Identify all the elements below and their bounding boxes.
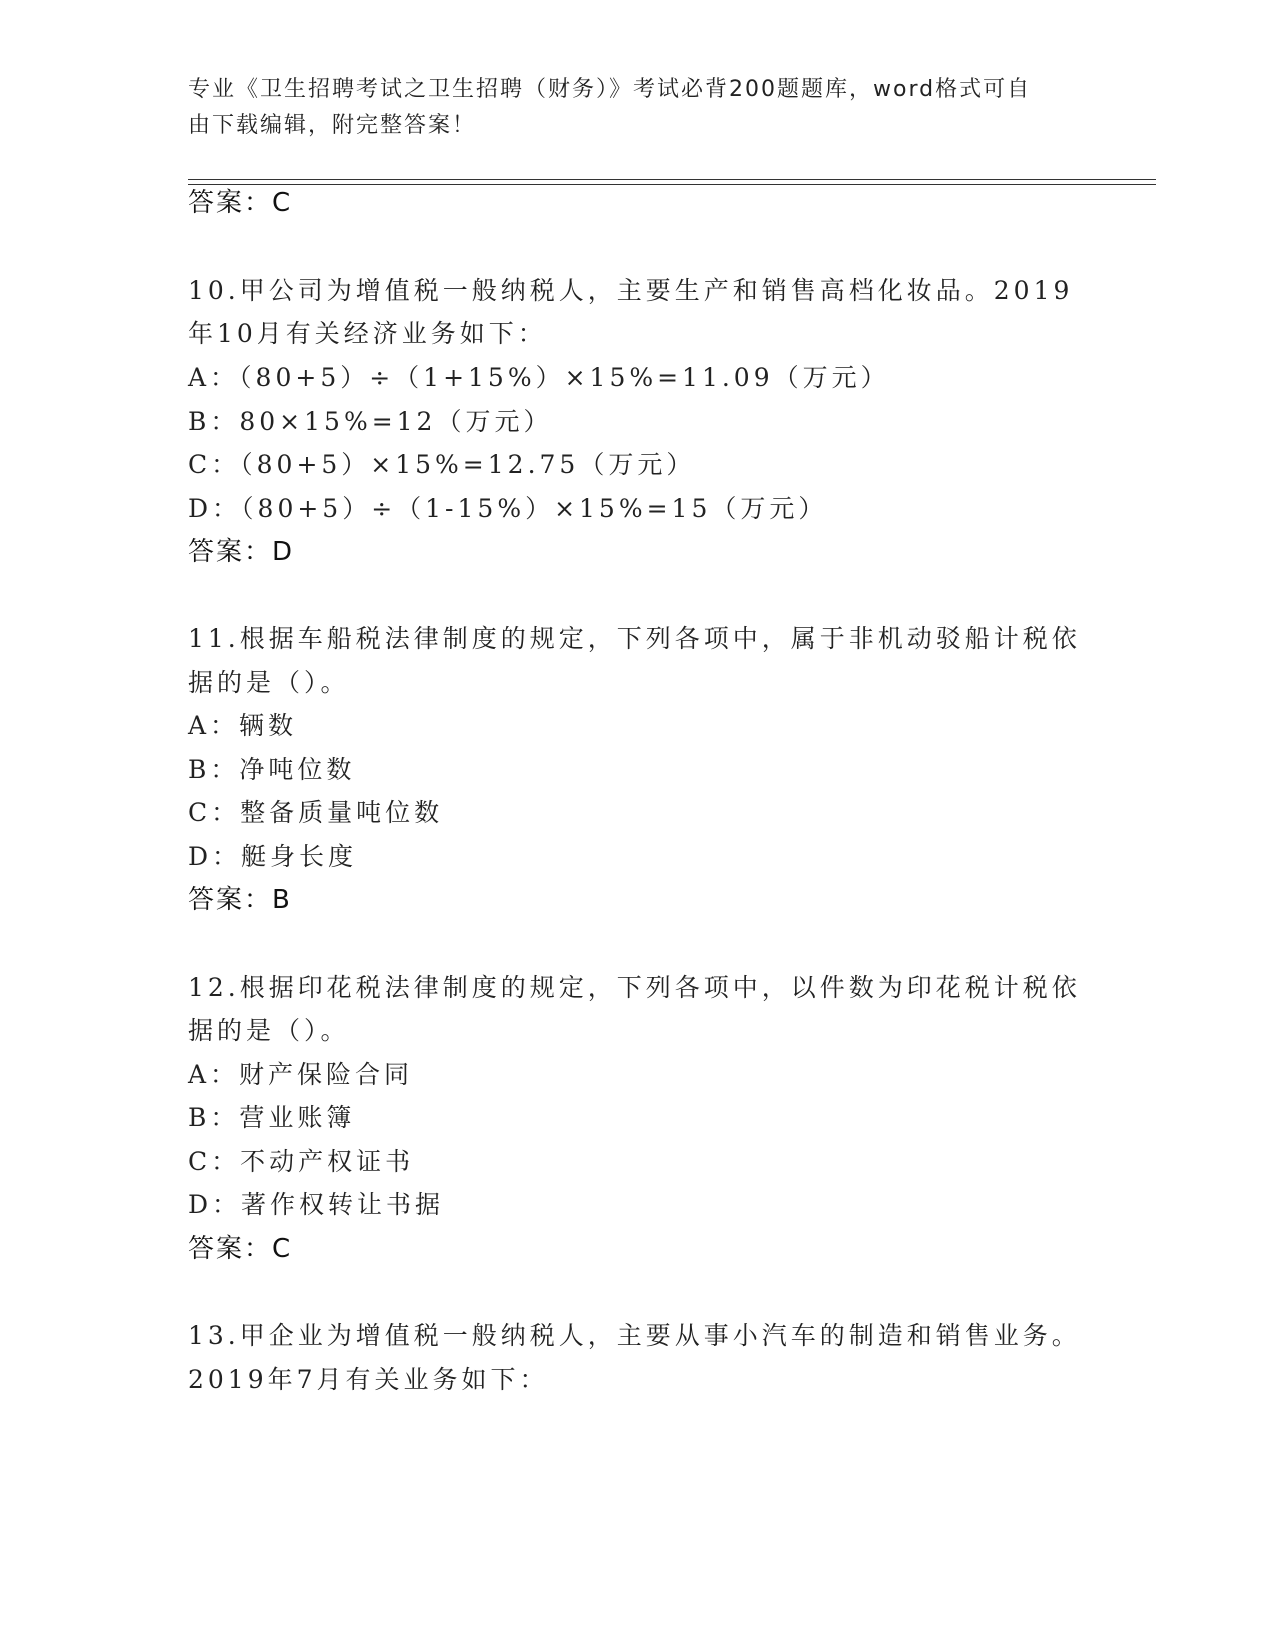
answer-line: 答案：C [188,188,293,218]
answer-line: 答案：B [188,885,292,915]
option-c: C：整备质量吨位数 [188,798,444,827]
question-stem: 10.甲公司为增值税一般纳税人，主要生产和销售高档化妆品。2019 [188,276,1074,305]
header-line-1: 专业《卫生招聘考试之卫生招聘（财务）》考试必背200题题库，word格式可自 [188,77,1032,102]
option-d: D：著作权转让书据 [188,1190,445,1219]
option-a: A：（80+5）÷（1+15%）×15%=11.09（万元） [188,363,890,392]
document-header [188,72,1068,144]
answer-line: 答案：D [188,537,295,567]
header-line-2: 由下载编辑，附完整答案！ [188,113,477,138]
question-stem: 据的是（）。 [188,1016,350,1045]
option-a: A：财产保险合同 [188,1060,414,1089]
option-d: D：艇身长度 [188,842,358,871]
option-b: B：80×15%=12（万元） [188,407,553,436]
option-c: C：（80+5）×15%=12.75（万元） [188,450,696,479]
option-b: B：净吨位数 [188,755,356,784]
header-rule-top [188,179,1156,180]
question-stem: 11.根据车船税法律制度的规定，下列各项中，属于非机动驳船计税依 [188,624,1081,653]
option-c: C：不动产权证书 [188,1147,415,1176]
question-stem: 2019年7月有关业务如下： [188,1365,549,1394]
question-stem: 年10月有关经济业务如下： [188,319,547,348]
option-d: D：（80+5）÷（1-15%）×15%=15（万元） [188,494,828,523]
question-stem: 13.甲企业为增值税一般纳税人，主要从事小汽车的制造和销售业务。 [188,1321,1081,1350]
option-a: A：辆数 [188,711,298,740]
answer-line: 答案：C [188,1234,293,1264]
question-stem: 12.根据印花税法律制度的规定，下列各项中，以件数为印花税计税依 [188,973,1081,1002]
question-stem: 据的是（）。 [188,668,350,697]
header-rule-bottom [188,184,1156,185]
option-b: B：营业账簿 [188,1103,356,1132]
